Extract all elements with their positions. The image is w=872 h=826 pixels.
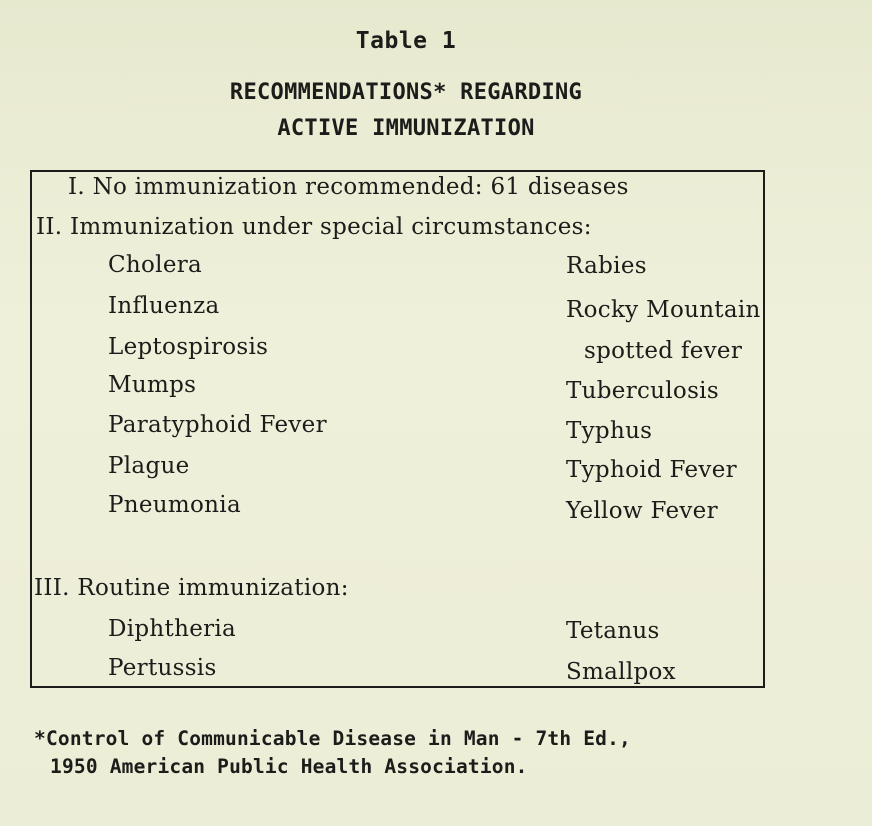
list-item-left: Leptospirosis: [108, 334, 269, 360]
list-item-right: Rabies: [566, 253, 647, 279]
list-item-left: Influenza: [108, 293, 220, 319]
table-heading-line-1: RECOMMENDATIONS* REGARDING: [229, 80, 583, 105]
list-item-right: Typhus: [566, 418, 653, 444]
footnote-line-2: 1950 American Public Health Association.: [50, 755, 528, 778]
list-item-right: Rocky Mountain: [566, 297, 761, 323]
footnote-line-1: *Control of Communicable Disease in Man - 7th Ed.,: [34, 727, 631, 750]
list-item-left: Diphtheria: [108, 616, 237, 642]
list-item-right: Tuberculosis: [566, 378, 719, 404]
list-item-right: Yellow Fever: [566, 498, 718, 524]
list-item-right: spotted fever: [584, 338, 743, 364]
table-title: Table 1: [355, 28, 457, 54]
list-item-left: Pertussis: [108, 655, 217, 681]
list-item-right: Typhoid Fever: [566, 457, 737, 483]
section-3-label: III. Routine immunization:: [34, 575, 349, 601]
section-1-label: I. No immunization recommended: 61 diseases: [68, 174, 629, 200]
list-item-left: Mumps: [108, 372, 197, 398]
list-item-left: Pneumonia: [108, 492, 241, 518]
list-item-right: Smallpox: [566, 659, 676, 685]
list-item-left: Cholera: [108, 252, 203, 278]
table-heading-line-2: ACTIVE IMMUNIZATION: [277, 116, 535, 141]
list-item-left: Plague: [108, 453, 190, 479]
section-2-label: II. Immunization under special circumstances:: [36, 214, 592, 240]
list-item-right: Tetanus: [566, 618, 660, 644]
list-item-left: Paratyphoid Fever: [108, 412, 327, 438]
